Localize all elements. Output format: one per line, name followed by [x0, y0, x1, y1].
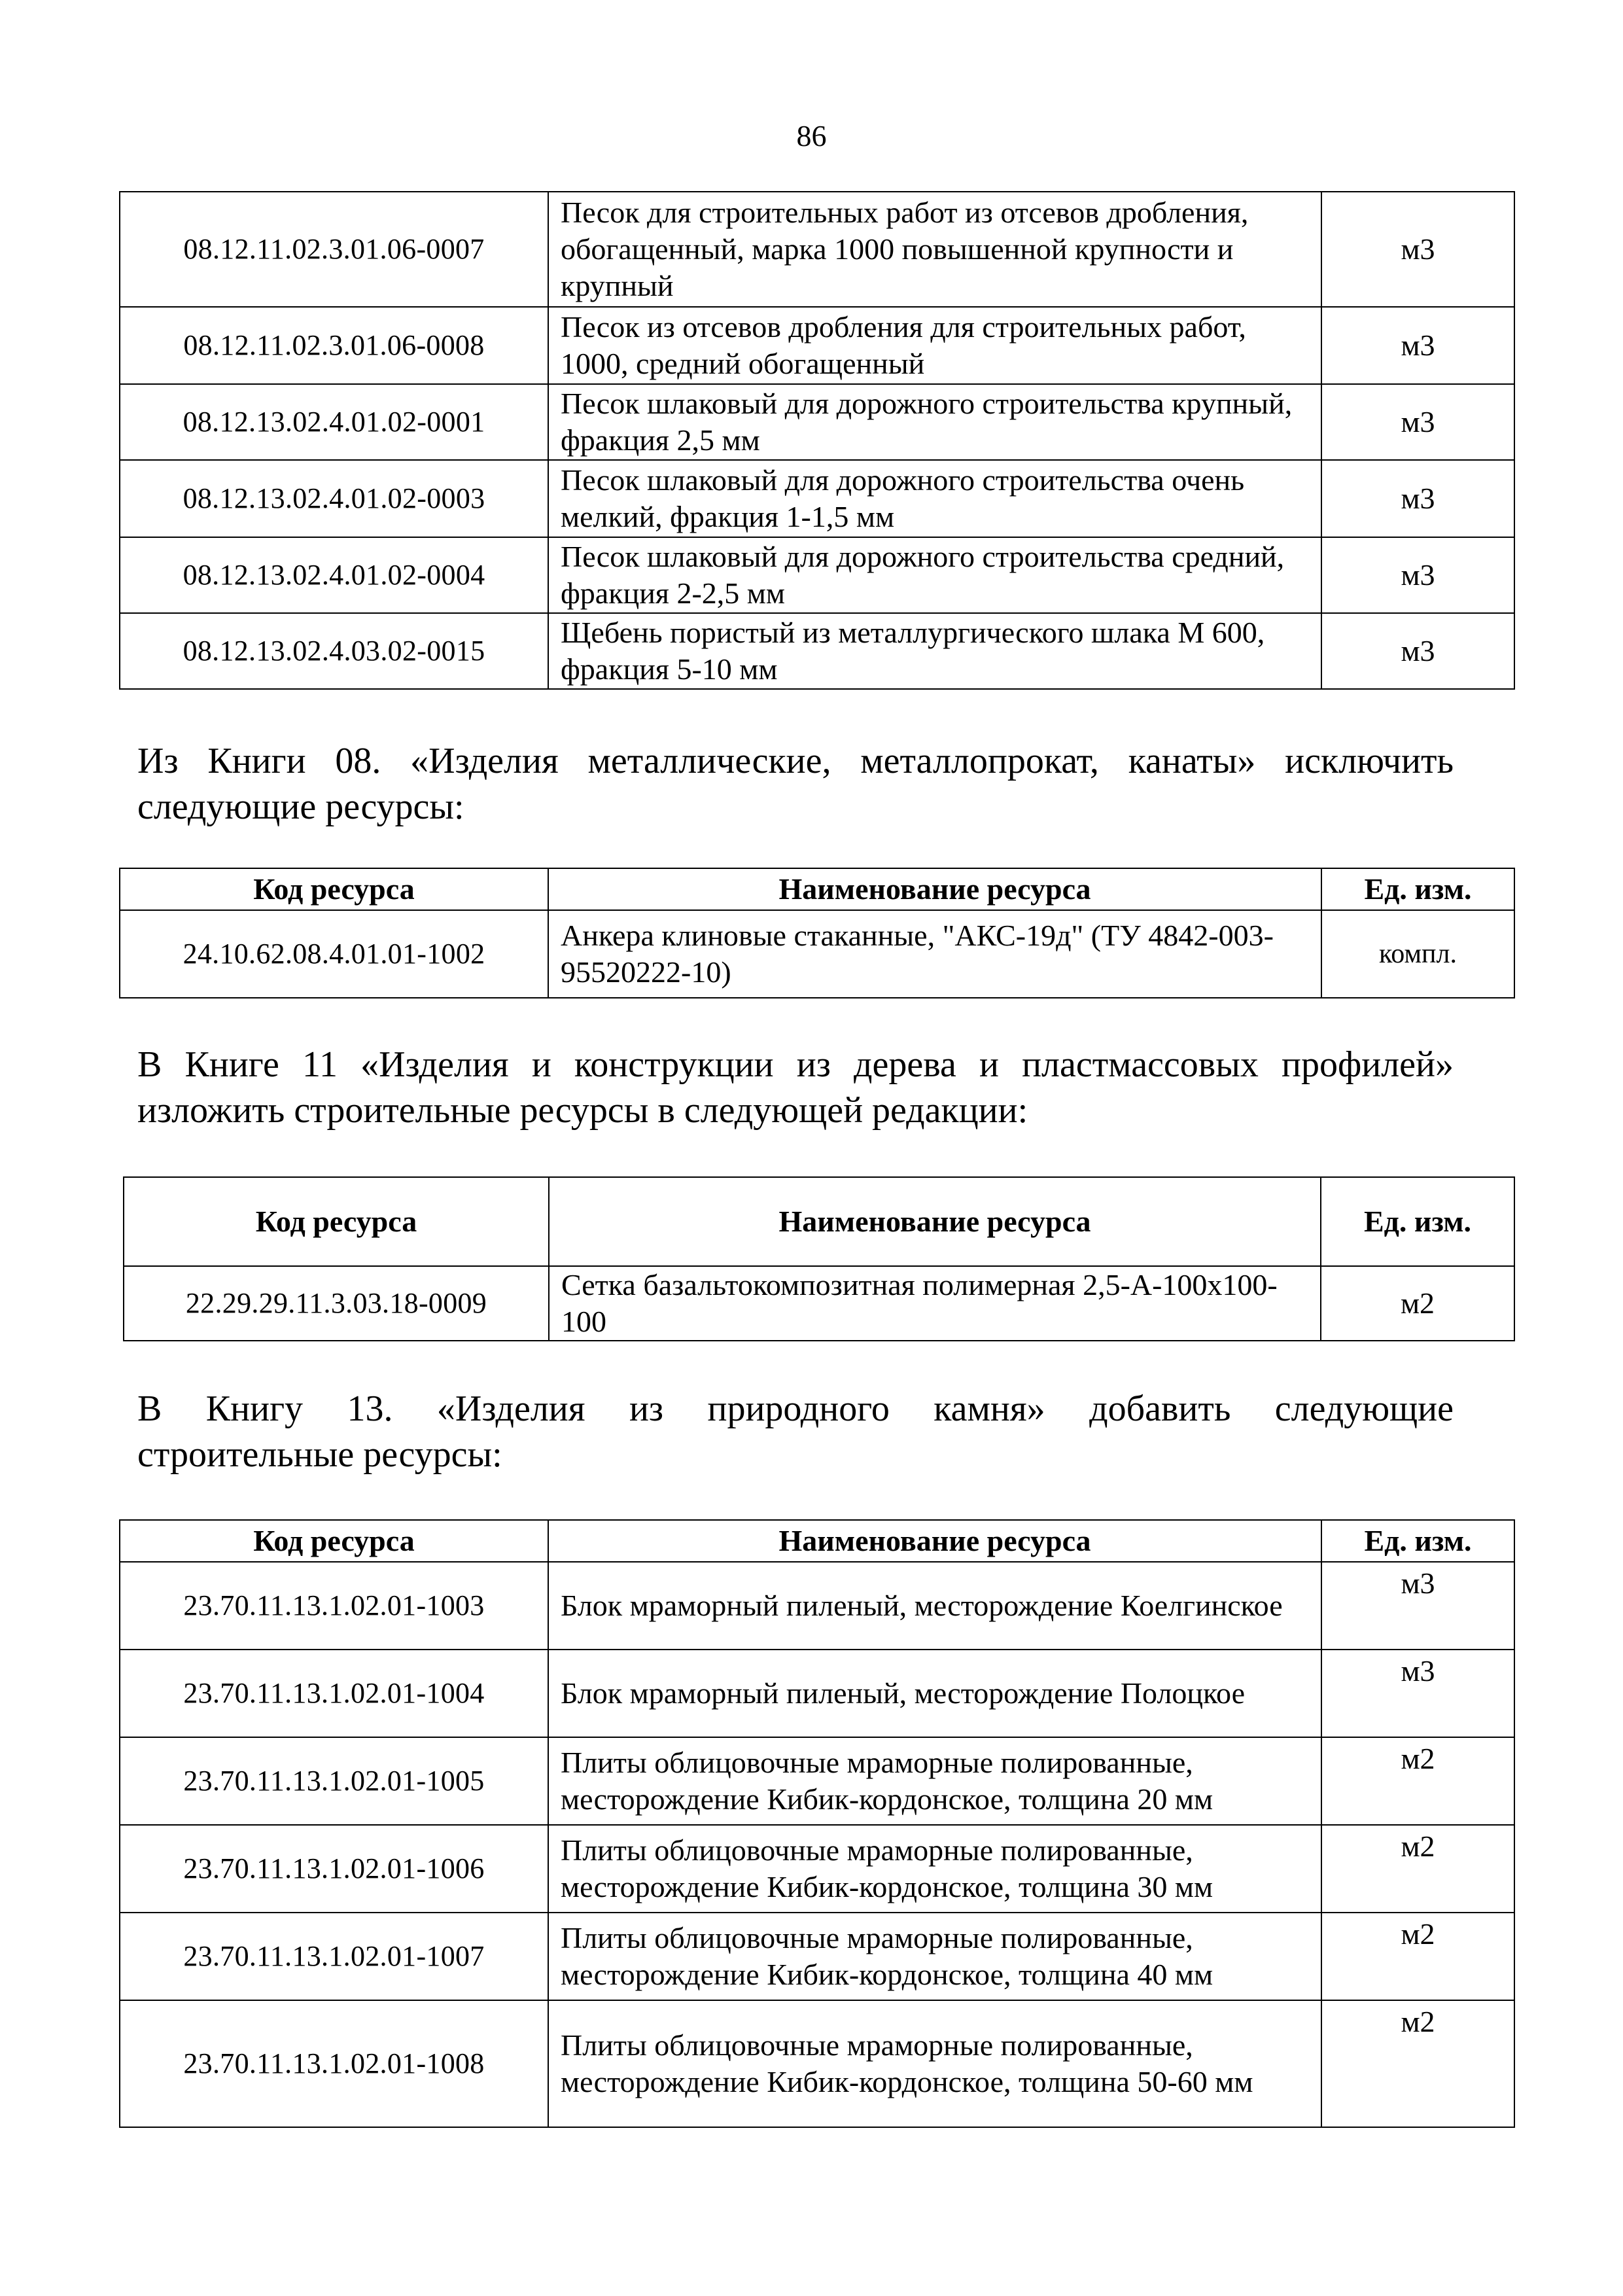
resource-name: Песок шлаковый для дорожного строительства средний, фракция 2-2,5 мм [548, 537, 1321, 613]
resource-name: Плиты облицовочные мраморные полированные, месторождение Кибик-кордонское, толщина 50-60 мм [548, 2000, 1321, 2127]
resource-code: 08.12.13.02.4.01.02-0003 [120, 460, 548, 537]
resource-name: Песок из отсевов дробления для строительных работ, 1000, средний обогащенный [548, 307, 1321, 384]
table-row [120, 613, 1514, 689]
header-name: Наименование ресурса [548, 1520, 1321, 1562]
paragraph-line: следующие ресурсы: [137, 786, 464, 827]
resource-unit: м2 [1321, 1737, 1514, 1825]
book-08-exclusion-table [119, 868, 1515, 998]
header-unit: Ед. изм. [1321, 1520, 1514, 1562]
resource-code: 23.70.11.13.1.02.01-1003 [120, 1562, 548, 1650]
resource-code: 24.10.62.08.4.01.01-1002 [120, 910, 548, 998]
resource-unit: м2 [1321, 1913, 1514, 2000]
book-13-instruction [137, 1386, 1454, 1477]
resource-code: 23.70.11.13.1.02.01-1004 [120, 1650, 548, 1737]
header-unit: Ед. изм. [1321, 1177, 1514, 1266]
resource-name: Сетка базальтокомпозитная полимерная 2,5-А-100х100-100 [549, 1266, 1321, 1341]
table-row [120, 1913, 1514, 2000]
resource-name: Щебень пористый из металлургического шлака М 600, фракция 5-10 мм [548, 613, 1321, 689]
resource-code: 23.70.11.13.1.02.01-1005 [120, 1737, 548, 1825]
resource-code: 08.12.13.02.4.01.02-0004 [120, 537, 548, 613]
resource-name: Песок шлаковый для дорожного строительства крупный, фракция 2,5 мм [548, 384, 1321, 460]
resource-unit: м3 [1321, 192, 1514, 307]
resource-name: Плиты облицовочные мраморные полированные, месторождение Кибик-кордонское, толщина 40 мм [548, 1913, 1321, 2000]
table-row [120, 910, 1514, 998]
table-row [120, 537, 1514, 613]
paragraph-line: В Книгу 13. «Изделия из природного камня» добавить следующие [137, 1388, 1454, 1429]
book-11-instruction [137, 1042, 1454, 1133]
resource-name: Анкера клиновые стаканные, "АКС-19д" (ТУ 4842-003- 95520222-10) [548, 910, 1321, 998]
table-row [120, 1737, 1514, 1825]
header-unit: Ед. изм. [1321, 868, 1514, 910]
table-header-row [120, 1520, 1514, 1562]
table-row [120, 307, 1514, 384]
resource-unit: м3 [1321, 1650, 1514, 1737]
resource-code: 08.12.11.02.3.01.06-0008 [120, 307, 548, 384]
table-row [120, 192, 1514, 307]
book-08-instruction [137, 738, 1454, 830]
page-number: 86 [796, 119, 827, 152]
book-13-addition-table [119, 1519, 1515, 2128]
header-code: Код ресурса [120, 1520, 548, 1562]
resource-unit: м2 [1321, 1825, 1514, 1913]
resource-name: Плиты облицовочные мраморные полированные, месторождение Кибик-кордонское, толщина 20 мм [548, 1737, 1321, 1825]
book-11-edit-table [123, 1176, 1515, 1341]
resource-code: 23.70.11.13.1.02.01-1008 [120, 2000, 548, 2127]
paragraph-line: изложить строительные ресурсы в следующей редакции: [137, 1090, 1028, 1131]
resource-unit: компл. [1321, 910, 1514, 998]
resource-unit: м3 [1321, 537, 1514, 613]
resource-unit: м3 [1321, 307, 1514, 384]
header-name: Наименование ресурса [548, 868, 1321, 910]
resource-code: 23.70.11.13.1.02.01-1007 [120, 1913, 548, 2000]
table-row [120, 1650, 1514, 1737]
resource-unit: м3 [1321, 613, 1514, 689]
table-row [120, 460, 1514, 537]
paragraph-line: строительные ресурсы: [137, 1434, 502, 1475]
resource-code: 22.29.29.11.3.03.18-0009 [124, 1266, 549, 1341]
table-header-row [124, 1177, 1514, 1266]
resource-unit: м2 [1321, 1266, 1514, 1341]
resource-unit: м2 [1321, 2000, 1514, 2127]
header-code: Код ресурса [120, 868, 548, 910]
sand-resources-table [119, 191, 1515, 690]
table-row [120, 1562, 1514, 1650]
resource-name: Песок шлаковый для дорожного строительства очень мелкий, фракция 1-1,5 мм [548, 460, 1321, 537]
resource-code: 23.70.11.13.1.02.01-1006 [120, 1825, 548, 1913]
resource-name: Плиты облицовочные мраморные полированные, месторождение Кибик-кордонское, толщина 30 мм [548, 1825, 1321, 1913]
resource-code: 08.12.11.02.3.01.06-0007 [120, 192, 548, 307]
resource-code: 08.12.13.02.4.03.02-0015 [120, 613, 548, 689]
table-header-row [120, 868, 1514, 910]
resource-name: Блок мраморный пиленый, месторождение Полоцкое [548, 1650, 1321, 1737]
table-row [120, 1825, 1514, 1913]
resource-code: 08.12.13.02.4.01.02-0001 [120, 384, 548, 460]
paragraph-line: Из Книги 08. «Изделия металлические, металлопрокат, канаты» исключить [137, 741, 1454, 781]
resource-unit: м3 [1321, 384, 1514, 460]
resource-name: Блок мраморный пиленый, месторождение Коелгинское [548, 1562, 1321, 1650]
paragraph-line: В Книге 11 «Изделия и конструкции из дерева и пластмассовых профилей» [137, 1044, 1454, 1085]
resource-unit: м3 [1321, 1562, 1514, 1650]
resource-name: Песок для строительных работ из отсевов дробления, обогащенный, марка 1000 повышенной крупности и крупный [548, 192, 1321, 307]
table-row [120, 384, 1514, 460]
table-row [120, 2000, 1514, 2127]
table-row [124, 1266, 1514, 1341]
header-name: Наименование ресурса [549, 1177, 1321, 1266]
resource-unit: м3 [1321, 460, 1514, 537]
header-code: Код ресурса [124, 1177, 549, 1266]
